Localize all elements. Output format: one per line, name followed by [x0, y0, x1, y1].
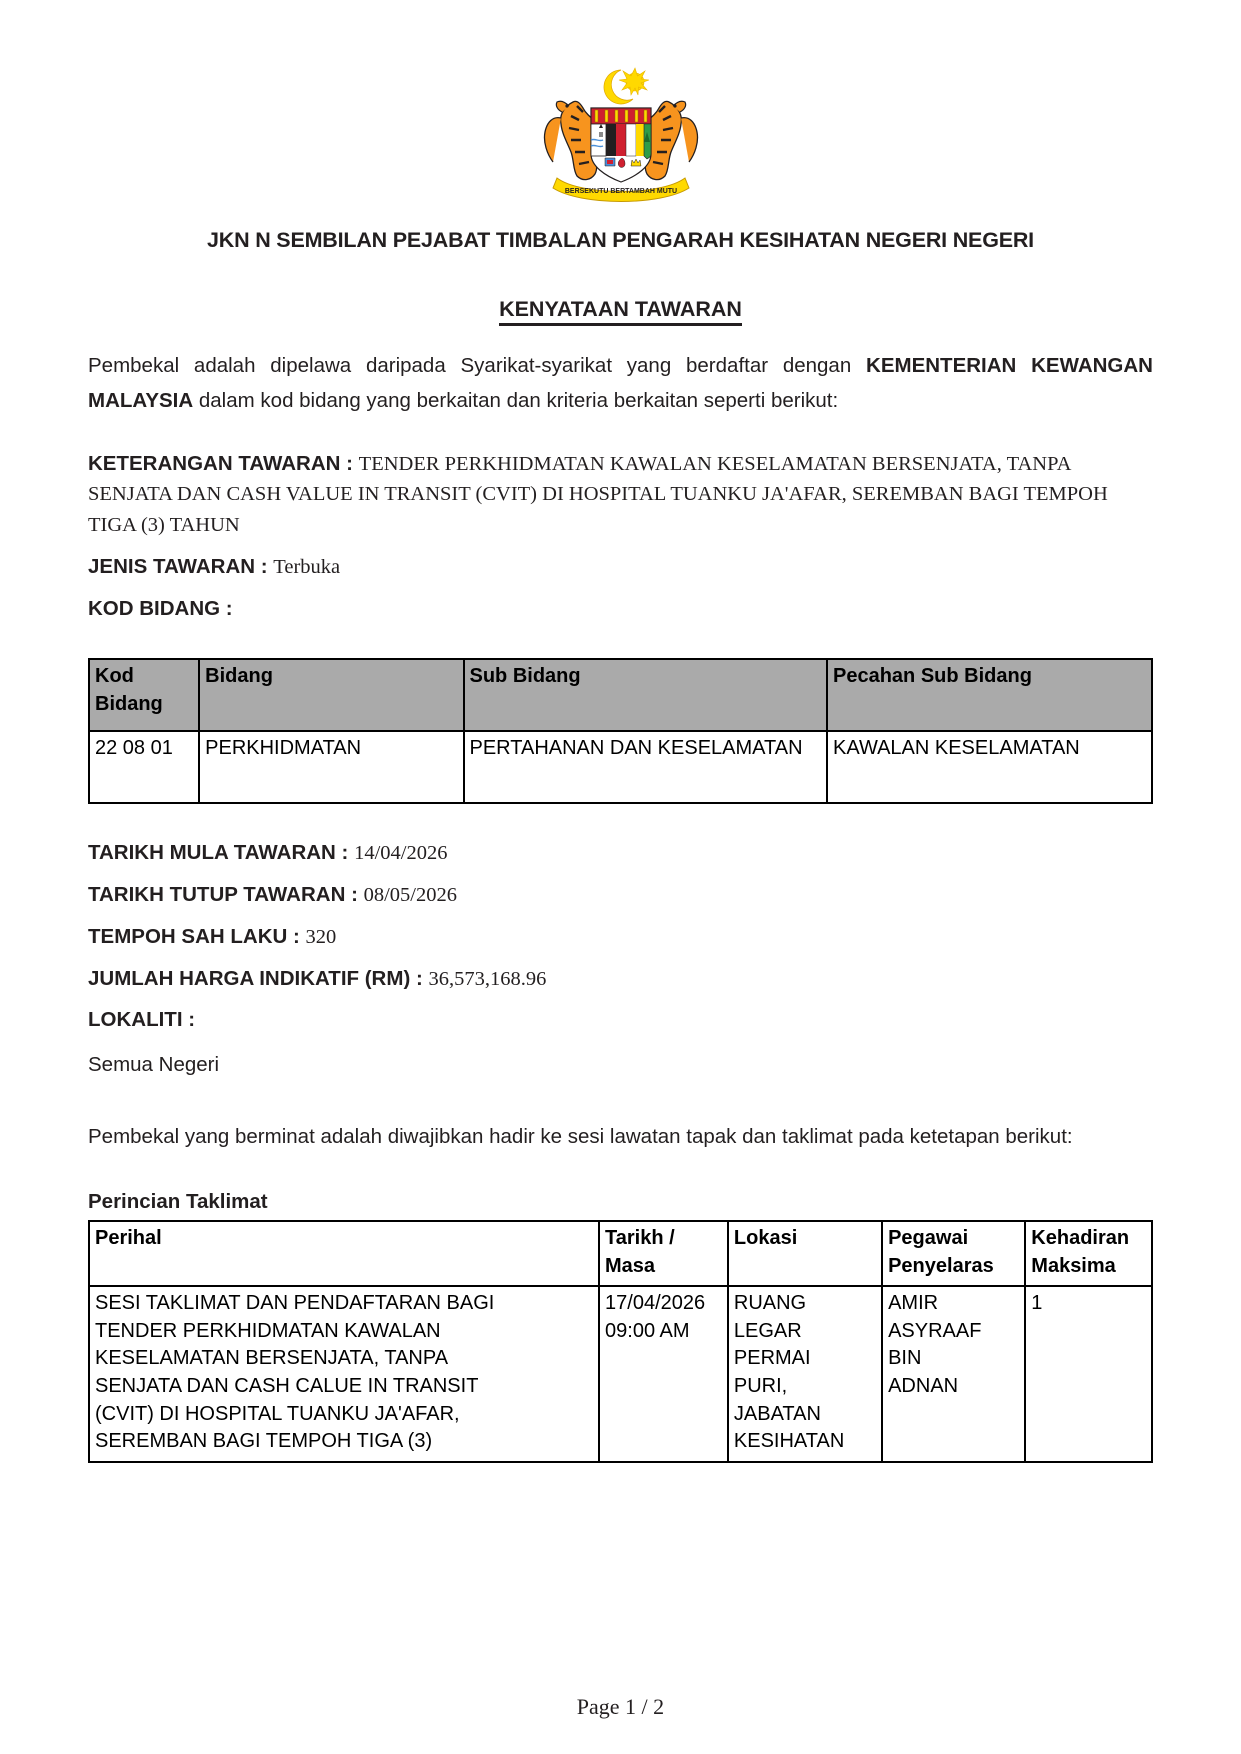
tempoh-label: TEMPOH SAH LAKU : — [88, 924, 300, 948]
org-title: JKN N SEMBILAN PEJABAT TIMBALAN PENGARAH KESIHATAN NEGERI NEGERI — [207, 228, 1034, 252]
svg-text:BERSEKUTU BERTAMBAH MUTU: BERSEKUTU BERTAMBAH MUTU — [564, 188, 677, 195]
page-content — [88, 0, 1153, 1463]
jenis-label: JENIS TAWARAN : — [88, 554, 268, 578]
taklimat-notice-paragraph: Pembekal yang berminat adalah diwajibkan hadir ke sesi lawatan tapak dan taklimat pada ketetapan berikut: — [88, 1124, 1073, 1148]
cell-pegawai-penyelaras: AMIR ASYRAAF BIN ADNAN — [882, 1286, 1025, 1462]
column-header-lokasi: Lokasi — [728, 1221, 882, 1286]
jumlah-harga-field — [88, 964, 1153, 995]
table-header-row — [89, 1221, 1152, 1286]
page-footer: Page 1 / 2 — [576, 1694, 665, 1719]
tempoh-value: 320 — [305, 925, 337, 948]
tarikh-tutup-value: 08/05/2026 — [363, 884, 458, 906]
emblem-container — [88, 0, 1153, 204]
cell-lokasi: RUANG LEGAR PERMAI PURI, JABATAN KESIHATAN — [728, 1286, 882, 1462]
cell-sub-bidang: PERTAHANAN DAN KESELAMATAN — [464, 731, 828, 803]
cell-bidang: PERKHIDMATAN — [199, 731, 463, 803]
jumlah-value: 36,573,168.96 — [428, 967, 547, 990]
lokaliti-label: LOKALITI : — [88, 1008, 196, 1032]
shield-icon — [591, 108, 651, 182]
table-header-row — [89, 659, 1152, 731]
column-header-pecahan-sub-bidang: Pecahan Sub Bidang — [827, 659, 1152, 731]
keterangan-value: TENDER PERKHIDMATAN KAWALAN KESELAMATAN BERSENJATA, TANPA SENJATA DAN CASH VALUE IN TRANSIT (CVIT) DI HOSPITAL TUANKU JA'AFAR, SEREMBAN BAGI TEMPOH TIGA (3) TAHUN — [88, 452, 1108, 536]
jumlah-label: JUMLAH HARGA INDIKATIF (RM) : — [88, 966, 423, 990]
column-header-tarikh-masa: Tarikh / Masa — [599, 1221, 728, 1286]
page-title-text: KENYATAAN TAWARAN — [499, 297, 742, 326]
cell-kehadiran-maksima: 1 — [1025, 1286, 1152, 1462]
lokaliti-field — [88, 1005, 1153, 1036]
column-header-perihal: Perihal — [89, 1221, 599, 1286]
tarikh-mula-value: 14/04/2026 — [354, 842, 448, 865]
table-row — [89, 1286, 1152, 1462]
tarikh-tutup-label: TARIKH TUTUP TAWARAN : — [88, 883, 358, 906]
intro-paragraph — [88, 348, 1153, 419]
page-title — [88, 297, 1153, 322]
tarikh-tutup-field — [88, 880, 1153, 911]
tarikh-mula-label: TARIKH MULA TAWARAN : — [88, 841, 349, 865]
intro-part1: Pembekal adalah dipelawa daripada Syarikat-syarikat yang berdaftar dengan — [88, 354, 867, 377]
column-header-kehadiran-maksima: Kehadiran Maksima — [1025, 1221, 1152, 1286]
tempoh-sah-laku-field — [88, 922, 1153, 953]
perincian-taklimat-label: Perincian Taklimat — [88, 1190, 268, 1213]
column-header-sub-bidang: Sub Bidang — [464, 659, 828, 731]
cell-perihal: SESI TAKLIMAT DAN PENDAFTARAN BAGI TENDER PERKHIDMATAN KAWALAN KESELAMATAN BERSENJATA, TANPA SENJATA DAN CASH CALUE IN TRANSIT (CVIT) DI HOSPITAL TUANKU JA'AFAR, SEREMBAN BAGI TEMPOH TIGA (3) — [89, 1286, 599, 1462]
keterangan-tawaran-field — [88, 449, 1153, 541]
column-header-bidang: Bidang — [199, 659, 463, 731]
lokaliti-value: Semua Negeri — [88, 1053, 220, 1076]
kod-bidang-label: KOD BIDANG : — [88, 596, 233, 620]
table-row — [89, 731, 1152, 803]
cell-pecahan: KAWALAN KESELAMATAN — [827, 731, 1152, 803]
kod-bidang-table — [88, 658, 1153, 804]
column-header-pegawai-penyelaras: Pegawai Penyelaras — [882, 1221, 1025, 1286]
tarikh-mula-field — [88, 838, 1153, 869]
column-header-kod-bidang: Kod Bidang — [89, 659, 199, 731]
jenis-tawaran-field — [88, 552, 1153, 583]
keterangan-label: KETERANGAN TAWARAN : — [88, 451, 353, 475]
kod-bidang-field — [88, 594, 1153, 625]
jenis-value: Terbuka — [273, 555, 341, 578]
cell-kod: 22 08 01 — [89, 731, 199, 803]
intro-bold: KEMENTERIAN KEWANGAN MALAYSIA — [88, 354, 1153, 413]
perincian-taklimat-table — [88, 1220, 1153, 1463]
jata-negara-icon — [521, 62, 721, 204]
cell-tarikh-masa: 17/04/2026 09:00 AM — [599, 1286, 728, 1462]
intro-part2: dalam kod bidang yang berkaitan dan kriteria berkaitan seperti berikut: — [193, 389, 839, 413]
